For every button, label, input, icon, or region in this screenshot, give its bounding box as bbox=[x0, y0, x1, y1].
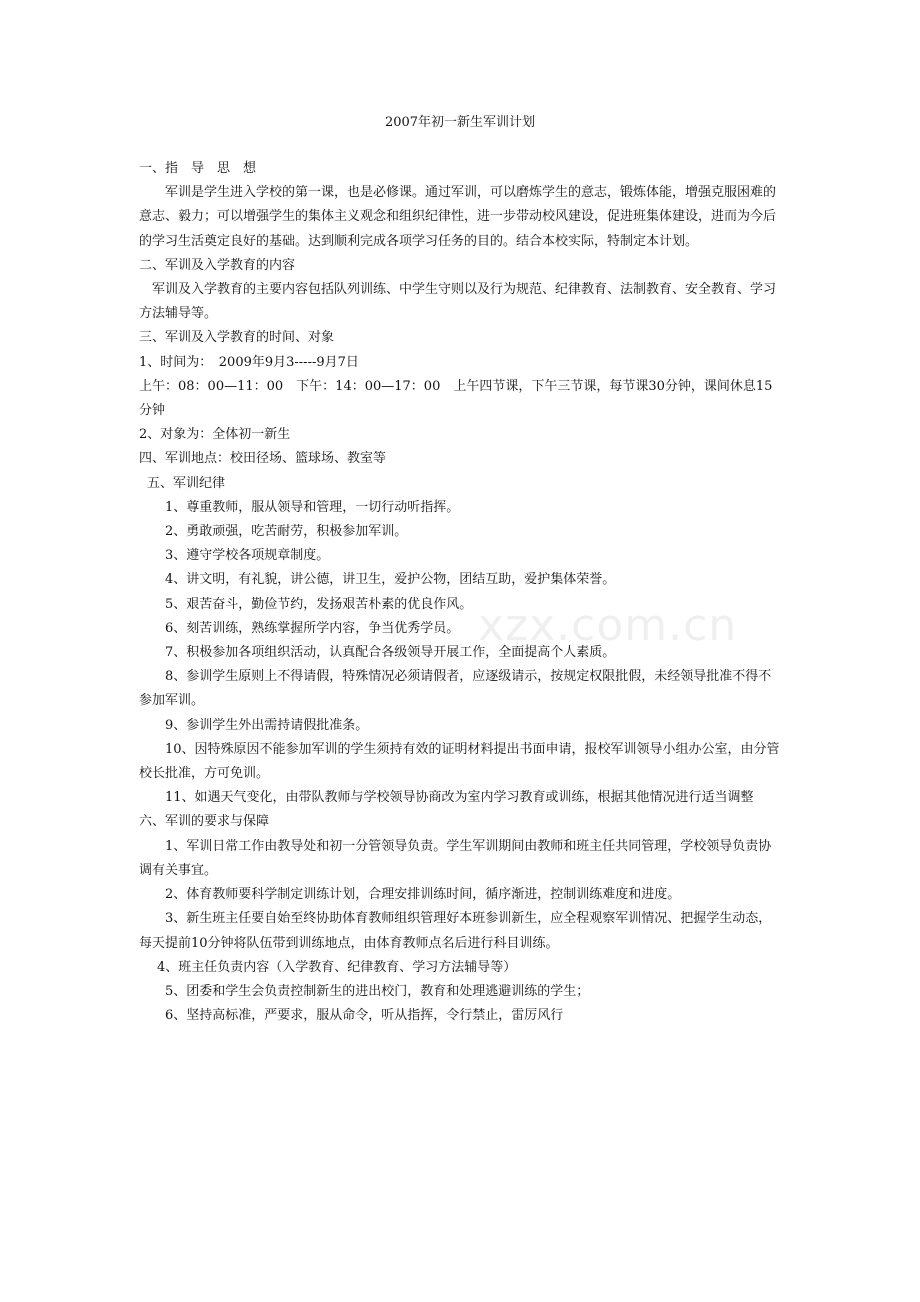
watermark: xzx.com.cn bbox=[478, 600, 738, 651]
list-item: 3、新生班主任要自始至终协助体育教师组织管理好本班参训新生，应全程观察军训情况、把握学生动态，每天提前10分钟将队伍带到训练地点，由体育教师点名后进行科目训练。 bbox=[139, 911, 772, 951]
list-item: 10、因特殊原因不能参加军训的学生须持有效的证明材料提出书面申请，报校军训领导小组办公室，由分管校长批准，方可免训。 bbox=[139, 741, 780, 782]
list-item: 8、参训学生原则上不得请假，特殊情况必须请假者，应逐级请示，按规定权限批假，未经领导批准不得不参加军训。 bbox=[139, 669, 772, 709]
section-1-paragraph: 军训是学生进入学校的第一课，也是必修课。通过军训，可以磨炼学生的意志，锻炼体能，增强克服困难的意志、毅力；可以增强学生的集体主义观念和组织纪律性，进一步带动校风建设，促进班集体建设，进而为今后的学习生活奠定良好的基础。达到顺利完成各项学习任务的目的。结合本校实际，特制定本计划。 bbox=[139, 185, 777, 249]
section-2-paragraph: 军训及入学教育的主要内容包括队列训练、中学生守则以及行为规范、纪律教育、法制教育、安全教育、学习方法辅导等。 bbox=[139, 282, 777, 322]
section-5-heading: 五、军训纪律 bbox=[147, 475, 226, 491]
section-1-heading: 一、指 导 思 想 bbox=[139, 161, 257, 176]
list-item: 6、坚持高标准，严要求，服从命令，听从指挥，令行禁止，雷厉风行 bbox=[165, 1008, 564, 1024]
list-item: 1、尊重教师，服从领导和管理，一切行动听指挥。 bbox=[165, 499, 460, 515]
list-item: 1、军训日常工作由教导处和初一分管领导负责。学生军训期间由教师和班主任共同管理，学校领导负责协调有关事宜。 bbox=[139, 838, 772, 878]
section-2-heading: 二、军训及入学教育的内容 bbox=[139, 257, 296, 273]
section-4-heading: 四、军训地点：校田径场、篮球场、教室等 bbox=[139, 451, 387, 467]
list-item: 2、勇敢顽强，吃苦耐劳，积极参加军训。 bbox=[165, 524, 408, 540]
list-item: 9、参训学生外出需持请假批准条。 bbox=[165, 717, 369, 733]
list-item: 4、班主任负责内容（入学教育、纪律教育、学习方法辅导等） bbox=[157, 959, 517, 975]
list-item: 4、讲文明，有礼貌，讲公德，讲卫生，爱护公物，团结互助，爱护集体荣誉。 bbox=[165, 572, 616, 588]
list-item: 2、体育教师要科学制定训练计划，合理安排训练时间，循序渐进，控制训练难度和进度。 bbox=[165, 887, 681, 903]
list-item: 3、遵守学校各项规章制度。 bbox=[165, 548, 330, 564]
list-item: 7、积极参加各项组织活动，认真配合各级领导开展工作，全面提高个人素质。 bbox=[165, 645, 616, 661]
section-3-heading: 三、军训及入学教育的时间、对象 bbox=[139, 330, 335, 346]
section-3-target: 2、对象为：全体初一新生 bbox=[139, 427, 291, 443]
section-3-schedule: 上午：08：00—11：00 下午：14：00—17：00 上午四节课，下午三节课，每节课30分钟，课间休息15分钟 bbox=[139, 378, 773, 419]
document-title: 2007年初一新生军训计划 bbox=[384, 115, 536, 130]
list-item: 6、刻苦训练，熟练掌握所学内容，争当优秀学员。 bbox=[165, 620, 460, 636]
document-body bbox=[139, 157, 784, 1028]
section-6-heading: 六、军训的要求与保障 bbox=[139, 814, 270, 830]
list-item: 5、艰苦奋斗，勤俭节约，发扬艰苦朴素的优良作风。 bbox=[165, 596, 473, 612]
section-3-time: 1、时间为： 2009年9月3-----9月7日 bbox=[139, 354, 359, 370]
list-item: 5、团委和学生会负责控制新生的进出校门，教育和处理逃避训练的学生； bbox=[165, 983, 590, 999]
list-item: 11、如遇天气变化，由带队教师与学校领导协商改为室内学习教育或训练，根据其他情况进行适当调整 bbox=[165, 790, 754, 806]
